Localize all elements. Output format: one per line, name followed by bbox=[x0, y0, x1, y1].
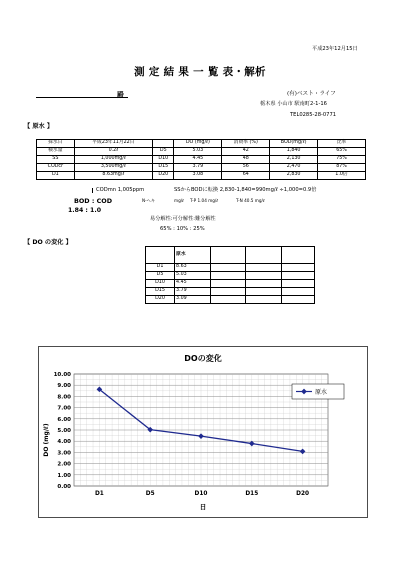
x-tick-label: D20 bbox=[296, 491, 310, 497]
table-row bbox=[37, 172, 366, 180]
y-tick-label: 9.00 bbox=[57, 383, 71, 390]
bod-cod-ratio: 1.84 : 1.0 bbox=[68, 207, 102, 214]
y-tick-label: 3.00 bbox=[57, 450, 71, 457]
measurement-table bbox=[36, 139, 366, 180]
table-cell: 75% bbox=[318, 156, 366, 164]
table-cell: 5.03 bbox=[175, 272, 211, 280]
table-cell: CODcr bbox=[37, 164, 75, 172]
y-tick-label: 8.00 bbox=[57, 394, 71, 401]
section-heading-raw-water: 【 原水 】 bbox=[24, 123, 54, 130]
y-tick-label: 0.00 bbox=[57, 484, 71, 490]
table-cell: 検水量 bbox=[37, 148, 75, 156]
table-cell bbox=[246, 247, 281, 264]
do-table bbox=[145, 246, 315, 304]
table-cell: 1,840 bbox=[270, 148, 318, 156]
table-cell: 64 bbox=[222, 172, 270, 180]
header-cell: DO (mg/ℓ) bbox=[174, 140, 222, 148]
table-cell: 原水 bbox=[175, 247, 211, 264]
table-cell: D20 bbox=[146, 296, 175, 304]
table-cell bbox=[211, 288, 246, 296]
table-cell: 5.03 bbox=[174, 148, 222, 156]
table-cell: D20 bbox=[153, 172, 174, 180]
tn-value: T-N 40.5 mg/ℓ bbox=[236, 198, 265, 203]
table-cell: 0.2ℓ bbox=[74, 148, 152, 156]
table-row bbox=[146, 272, 315, 280]
table-cell bbox=[211, 264, 246, 272]
section-heading-do: 【 DO の変化 】 bbox=[24, 239, 72, 246]
table-row bbox=[146, 280, 315, 288]
bod-cod-label: BOD : COD bbox=[74, 197, 113, 205]
table-cell: 2,830 bbox=[270, 172, 318, 180]
company-tel: TEL0285-28-0771 bbox=[290, 112, 337, 118]
y-tick-label: 7.00 bbox=[57, 405, 71, 412]
table-cell: 4.45 bbox=[174, 156, 222, 164]
table-cell bbox=[246, 272, 281, 280]
table-cell bbox=[211, 280, 246, 288]
table-header-row bbox=[37, 140, 366, 148]
legend-label: 原水 bbox=[315, 389, 328, 396]
table-cell: 42 bbox=[222, 148, 270, 156]
n-hex-unit: mg/ℓ bbox=[174, 198, 184, 203]
date: 平成23年12月15日 bbox=[312, 46, 358, 52]
table-cell bbox=[246, 296, 281, 304]
header-cell: BOD(mg/ℓ) bbox=[270, 140, 318, 148]
company-name: (有)ベスト・ライフ bbox=[287, 91, 336, 97]
chart-title: DOの変化 bbox=[184, 354, 222, 363]
decomposition-label: 易分解性:可分解性:難分解性 bbox=[150, 216, 216, 222]
table-cell: 8.63 bbox=[175, 264, 211, 272]
table-cell: D15 bbox=[153, 164, 174, 172]
table-cell bbox=[246, 264, 281, 272]
table-cell: 3.09 bbox=[175, 296, 211, 304]
table-cell bbox=[246, 280, 281, 288]
table-cell: D5 bbox=[153, 148, 174, 156]
table-cell: SS bbox=[37, 156, 75, 164]
table-cell bbox=[281, 280, 314, 288]
table-cell bbox=[281, 247, 314, 264]
table-cell bbox=[211, 272, 246, 280]
table-cell: 3.79 bbox=[174, 164, 222, 172]
y-tick-label: 6.00 bbox=[57, 416, 71, 423]
do-change-chart bbox=[38, 346, 368, 518]
y-tick-label: 10.00 bbox=[53, 372, 71, 378]
table-cell: 8.63mg/ℓ bbox=[74, 172, 152, 180]
do-table-header-row bbox=[146, 247, 315, 264]
recipient-line bbox=[36, 97, 128, 98]
table-cell: D15 bbox=[146, 288, 175, 296]
table-cell bbox=[281, 296, 314, 304]
x-axis-label: 日 bbox=[199, 503, 207, 511]
y-tick-label: 1.00 bbox=[57, 472, 71, 479]
table-cell: D1 bbox=[37, 172, 75, 180]
table-cell bbox=[281, 288, 314, 296]
y-tick-label: 2.00 bbox=[57, 461, 71, 468]
table-cell bbox=[211, 296, 246, 304]
table-cell: D10 bbox=[153, 156, 174, 164]
table-cell: D1 bbox=[146, 264, 175, 272]
ss-bod-note: SSからBODに転換 2,830-1,840=990mg/ℓ ÷1,000=0.9倍 bbox=[174, 187, 317, 193]
table-row bbox=[146, 264, 315, 272]
x-tick-label: D15 bbox=[245, 491, 259, 497]
header-cell: 比率 bbox=[318, 140, 366, 148]
table-cell: 2,470 bbox=[270, 164, 318, 172]
y-tick-label: 4.00 bbox=[57, 439, 71, 446]
tp-value: T-P 1.04 mg/ℓ bbox=[190, 198, 219, 203]
table-cell: 1,000mg/ℓ bbox=[74, 156, 152, 164]
table-cell bbox=[246, 288, 281, 296]
header-cell: 平成23年11月22日 bbox=[74, 140, 152, 148]
table-cell bbox=[281, 272, 314, 280]
decomposition-values: 65% : 10% : 25% bbox=[160, 226, 205, 232]
x-tick-label: D1 bbox=[94, 491, 104, 497]
n-hex-label: N-ヘキ bbox=[142, 198, 156, 203]
y-axis-label: DO (mg/ℓ) bbox=[43, 423, 50, 457]
table-cell bbox=[211, 247, 246, 264]
table-cell: 2,130 bbox=[270, 156, 318, 164]
table-cell bbox=[281, 264, 314, 272]
table-cell: D10 bbox=[146, 280, 175, 288]
header-cell: 採水日 bbox=[37, 140, 75, 148]
codmn-value: CODmn 1,005ppm bbox=[92, 188, 144, 193]
page-title: 測 定 結 果 一 覧 表・解析 bbox=[134, 66, 266, 78]
header-cell bbox=[153, 140, 174, 148]
header-cell: 消費率 (%) bbox=[222, 140, 270, 148]
table-cell: 3,500mg/ℓ bbox=[74, 164, 152, 172]
x-tick-label: D10 bbox=[194, 491, 208, 497]
table-row bbox=[146, 296, 315, 304]
company-address: 栃木県 小山市 駅南町2-1-16 bbox=[260, 101, 327, 107]
table-row bbox=[37, 148, 366, 156]
chart-legend bbox=[292, 384, 344, 399]
table-cell: 48 bbox=[222, 156, 270, 164]
table-cell: 65% bbox=[318, 148, 366, 156]
x-tick-label: D5 bbox=[145, 491, 155, 497]
recipient-suffix: 殿 bbox=[117, 91, 124, 99]
table-cell: 3.79 bbox=[175, 288, 211, 296]
table-cell bbox=[146, 247, 175, 264]
table-cell: 56 bbox=[222, 164, 270, 172]
table-cell: 87% bbox=[318, 164, 366, 172]
table-row bbox=[146, 288, 315, 296]
table-row bbox=[37, 164, 366, 172]
table-row bbox=[37, 156, 366, 164]
y-tick-label: 5.00 bbox=[57, 428, 71, 434]
table-cell: 4.45 bbox=[175, 280, 211, 288]
table-cell: 3.08 bbox=[174, 172, 222, 180]
table-cell: 1.0倍 bbox=[318, 172, 366, 180]
table-cell: D5 bbox=[146, 272, 175, 280]
